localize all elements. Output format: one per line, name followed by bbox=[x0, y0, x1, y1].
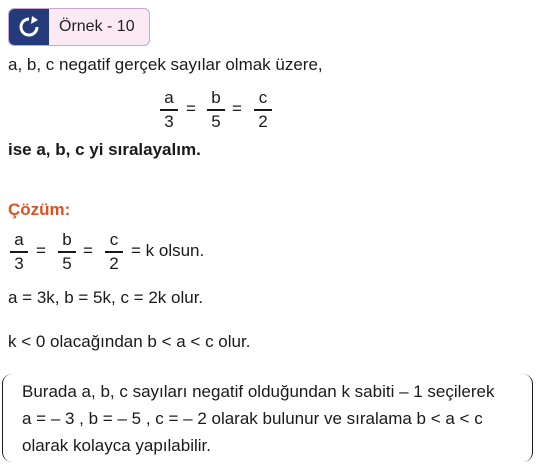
equals-sign: = bbox=[83, 241, 93, 260]
solution-title: Çözüm: bbox=[8, 200, 71, 219]
fraction-b-5: b 5 bbox=[207, 88, 225, 132]
fraction-c-2: c 2 bbox=[254, 88, 272, 132]
problem-intro: a, b, c negatif gerçek sayılar olmak üzere, bbox=[8, 55, 323, 74]
equals-sign: = bbox=[232, 99, 242, 118]
solution-eq-suffix: = k olsun. bbox=[131, 241, 205, 260]
note-left-bracket bbox=[2, 374, 13, 462]
solution-fraction-a-3: a 3 bbox=[10, 230, 28, 274]
equals-sign: = bbox=[36, 241, 46, 260]
solution-fraction-b-5: b 5 bbox=[58, 230, 76, 274]
note-right-bracket bbox=[522, 374, 533, 462]
example-badge bbox=[8, 8, 150, 46]
solution-line-3: k < 0 olacağından b < a < c olur. bbox=[8, 332, 251, 351]
note-line-3: olarak kolayca yapılabilir. bbox=[22, 436, 211, 455]
problem-question: ise a, b, c yi sıralayalım. bbox=[8, 140, 201, 159]
refresh-icon bbox=[9, 9, 49, 45]
fraction-a-3: a 3 bbox=[160, 88, 178, 132]
note-line-2: a = – 3 , b = – 5 , c = – 2 olarak bulunur ve sıralama b < a < c bbox=[22, 409, 483, 428]
solution-line-2: a = 3k, b = 5k, c = 2k olur. bbox=[8, 288, 204, 307]
equals-sign: = bbox=[186, 99, 196, 118]
example-badge-label: Örnek - 10 bbox=[59, 18, 135, 35]
note-line-1: Burada a, b, c sayıları negatif olduğundan k sabiti – 1 seçilerek bbox=[22, 382, 495, 401]
solution-fraction-c-2: c 2 bbox=[105, 230, 123, 274]
